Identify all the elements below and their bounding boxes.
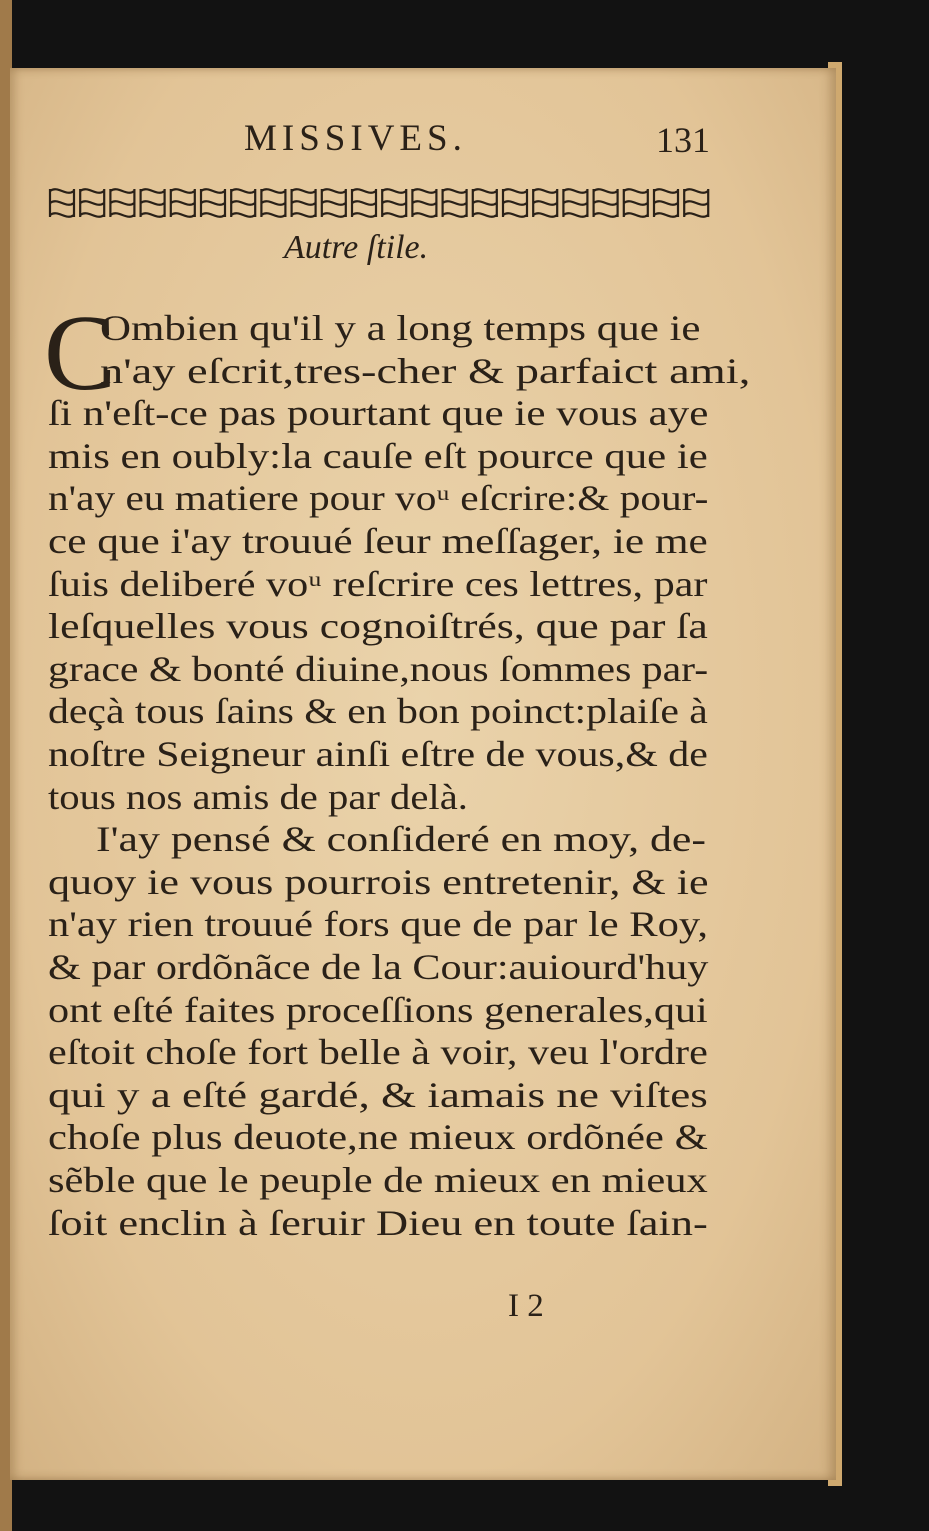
text-line: choſe plus deuote,ne mieux ordõnée &	[48, 1117, 708, 1158]
ornament-knot	[412, 189, 436, 217]
ornament-knot	[110, 189, 134, 217]
page-number: 131	[656, 120, 710, 160]
text-line: n'ay eſcrit,tres-cher & parfaict ami,	[100, 350, 751, 391]
signature-mark: I 2	[508, 1288, 544, 1324]
ornament-knot	[50, 189, 74, 217]
text-line: tous nos amis de par delà.	[48, 776, 468, 817]
section-heading: Autre ſtile.	[284, 229, 429, 266]
text-line: deçà tous ſains & en bon poinct:plaiſe à	[48, 691, 708, 732]
ornament-knot	[684, 189, 708, 217]
text-line: leſquelles vous cognoiſtrés, que par ſa	[48, 606, 708, 647]
ornament-knot	[231, 189, 255, 217]
text-line: mis en oubly:la cauſe eſt pource que ie	[48, 435, 708, 476]
text-line: eſtoit choſe fort belle à voir, veu l'ordre	[48, 1032, 708, 1073]
text-line: ſoit enclin à ſeruir Dieu en toute ſain-	[48, 1202, 708, 1243]
book-page	[10, 68, 836, 1480]
text-line: I'ay pensé & conſideré en moy, de-	[96, 819, 706, 860]
ornament-knot	[141, 189, 165, 217]
text-line: sẽble que le peuple de mieux en mieux	[48, 1160, 708, 1200]
text-line: ſi n'eſt-ce pas pourtant que ie vous aye	[48, 393, 709, 434]
ornament-knot	[654, 189, 678, 217]
text-line: ſuis deliberé voᵘ reſcrire ces lettres, par	[48, 563, 708, 604]
ornament-knot	[382, 189, 406, 217]
running-title: MISSIVES.	[244, 118, 467, 159]
ornament-knot	[352, 189, 376, 217]
ornament-knot	[292, 189, 316, 217]
text-line: n'ay rien trouué fors que de par le Roy,	[48, 904, 708, 945]
ornament-knot	[473, 189, 497, 217]
ornament-knot	[443, 189, 467, 217]
ornament-knot	[171, 189, 195, 217]
ornament-knot	[261, 189, 285, 217]
ornament-knot	[322, 189, 346, 217]
text-line: n'ay eu matiere pour voᵘ eſcrire:& pour-	[48, 478, 709, 519]
drop-cap: C	[44, 294, 117, 413]
text-line: Ombien qu'il y a long temps que ie	[100, 308, 701, 348]
ornament-knot	[624, 189, 648, 217]
ornament-knot	[563, 189, 587, 217]
ornamental-border	[46, 183, 726, 223]
text-line: ce que i'ay trouué ſeur meſſager, ie me	[48, 521, 708, 561]
text-line: grace & bonté diuine,nous ſommes par-	[48, 648, 709, 689]
text-line: ont eſté faites proceſſions generales,qui	[48, 989, 708, 1030]
ornament-knot	[503, 189, 527, 217]
ornament-knot	[80, 189, 104, 217]
text-line: & par ordõnãce de la Cour:auiourd'huy	[48, 947, 709, 987]
ornament-knot	[533, 189, 557, 217]
text-line: quoy ie vous pourrois entretenir, & ie	[48, 861, 709, 902]
ornament-knot	[594, 189, 618, 217]
text-line: qui y a eſté gardé, & iamais ne viſtes	[48, 1074, 708, 1115]
text-line: noſtre Seigneur ainſi eſtre de vous,& de	[48, 734, 708, 774]
ornament-knot	[201, 189, 225, 217]
